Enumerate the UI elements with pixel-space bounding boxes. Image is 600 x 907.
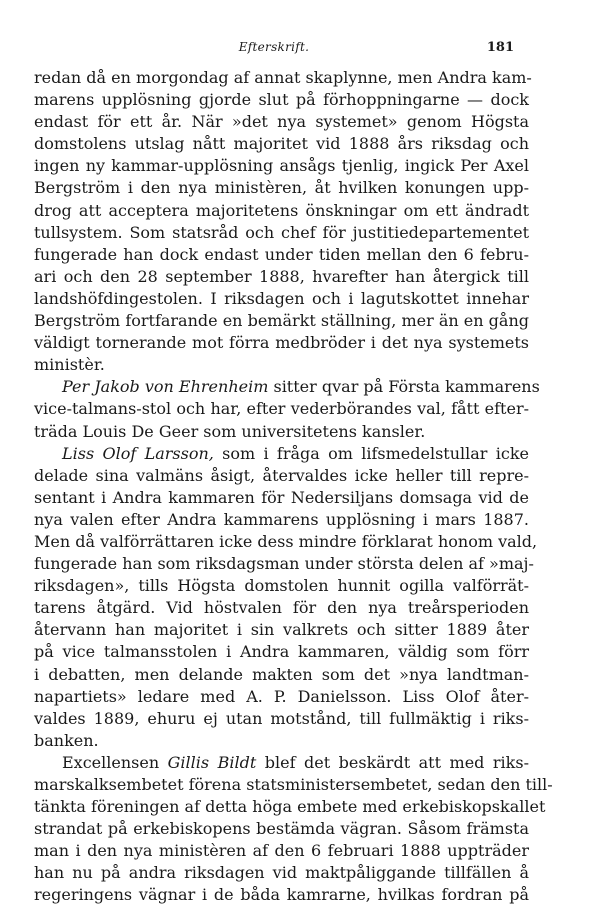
text-line: marens upplösning gjorde slut på förhoppningarne — dock xyxy=(34,90,529,110)
text-line: sentant i Andra kammaren för Nedersiljans domsaga vid de xyxy=(34,487,529,507)
text-line: väldigt tornerande mot förra medbröder i det nya systemets xyxy=(34,333,529,353)
line-lead: Excellensen xyxy=(62,752,168,772)
text-line: tänkta föreningen af detta höga embete med erkebiskopskallet xyxy=(34,797,546,817)
person-name: Per Jakob von Ehrenheim xyxy=(62,377,269,397)
text-line: tarens åtgärd. Vid höstvalen för den nya treårsperioden xyxy=(34,598,529,618)
text-line: riksdagen», tills Högsta domstolen hunnit ogilla valförrät- xyxy=(34,576,529,596)
text-line: träda Louis De Geer som universitetens kansler. xyxy=(34,421,426,441)
line-text: sitter qvar på Första kammarens xyxy=(268,377,540,397)
text-line: fungerade han dock endast under tiden mellan den 6 febru- xyxy=(34,244,529,264)
text-line: regeringens vägnar i de båda kamrarne, hvilkas fordran på xyxy=(34,885,529,905)
person-name: Gillis Bildt xyxy=(167,752,257,772)
text-line: napartiets» ledare med A. P. Danielsson. Liss Olof åter- xyxy=(34,686,529,706)
text-line: återvann han majoritet i sin valkrets och sitter 1889 åter xyxy=(34,620,529,640)
text-line: ingen ny kammar-upplösning ansågs tjenlig, ingick Per Axel xyxy=(34,156,529,176)
text-line: Men då valförrättaren icke dess mindre förklarat honom vald, xyxy=(34,531,538,551)
text-line: Bergström i den nya ministèren, åt hvilken konungen upp- xyxy=(34,178,529,198)
text-line: strandat på erkebiskopens bestämda vägran. Såsom främsta xyxy=(34,819,529,839)
text-line: Bergström fortfarande en bemärkt ställning, mer än en gång xyxy=(34,311,529,331)
paragraph xyxy=(34,376,540,442)
text-line: han nu på andra riksdagen vid maktpåliggande tillfällen å xyxy=(34,863,529,883)
text-line: man i den nya ministèren af den 6 februari 1888 uppträder xyxy=(34,841,529,861)
paragraph xyxy=(34,752,553,907)
text-line: ari och den 28 september 1888, hvarefter han återgick till xyxy=(34,266,529,286)
text-line: nya valen efter Andra kammarens upplösning i mars 1887. xyxy=(34,509,529,529)
text-line: redan då en morgondag af annat skaplynne, men Andra kam- xyxy=(34,68,532,87)
text-line: fungerade han som riksdagsman under största delen af »maj- xyxy=(34,554,534,574)
text-line: delade sina valmäns åsigt, återvaldes icke heller till repre- xyxy=(34,465,529,485)
text-line: valdes 1889, ehuru ej utan motstånd, till fullmäktig i riks- xyxy=(34,708,529,728)
line-text: blef det beskärdt att med riks- xyxy=(256,752,529,772)
text-line: endast för ett år. När »det nya systemet» genom Högsta xyxy=(34,112,529,132)
text-line: på vice talmansstolen i Andra kammaren, väldig som förr xyxy=(34,642,529,662)
text-line: drog att acceptera majoritetens önskningar om ett ändradt xyxy=(34,200,529,220)
text-line: i debatten, men delande makten som det »nya landtman- xyxy=(34,664,529,684)
page-header xyxy=(34,40,514,58)
running-title: Efterskrift. xyxy=(238,40,310,54)
page-number: 181 xyxy=(486,40,514,55)
text-line xyxy=(34,443,529,465)
text-line: ministèr. xyxy=(34,355,105,375)
text-line: tullsystem. Som statsråd och chef för justitiedepartementet xyxy=(34,222,529,242)
person-name: Liss Olof Larsson, xyxy=(62,443,214,463)
paragraph xyxy=(34,67,532,376)
text-line xyxy=(34,752,529,774)
text-line: vice-talmans-stol och har, efter vederbörandes val, fått efter- xyxy=(34,399,529,419)
text-line: banken. xyxy=(34,730,99,750)
text-line: domstolens utslag nått majoritet vid 1888 års riksdag och xyxy=(34,134,529,154)
paragraph xyxy=(34,443,538,752)
text-body xyxy=(34,67,553,907)
line-text: som i fråga om lifsmedelstullar icke xyxy=(213,443,529,463)
text-line: marskalksembetet förena statsministersembetet, sedan den till- xyxy=(34,775,553,794)
text-line xyxy=(34,376,540,398)
text-line: landshöfdingestolen. I riksdagen och i lagutskottet innehar xyxy=(34,288,529,308)
